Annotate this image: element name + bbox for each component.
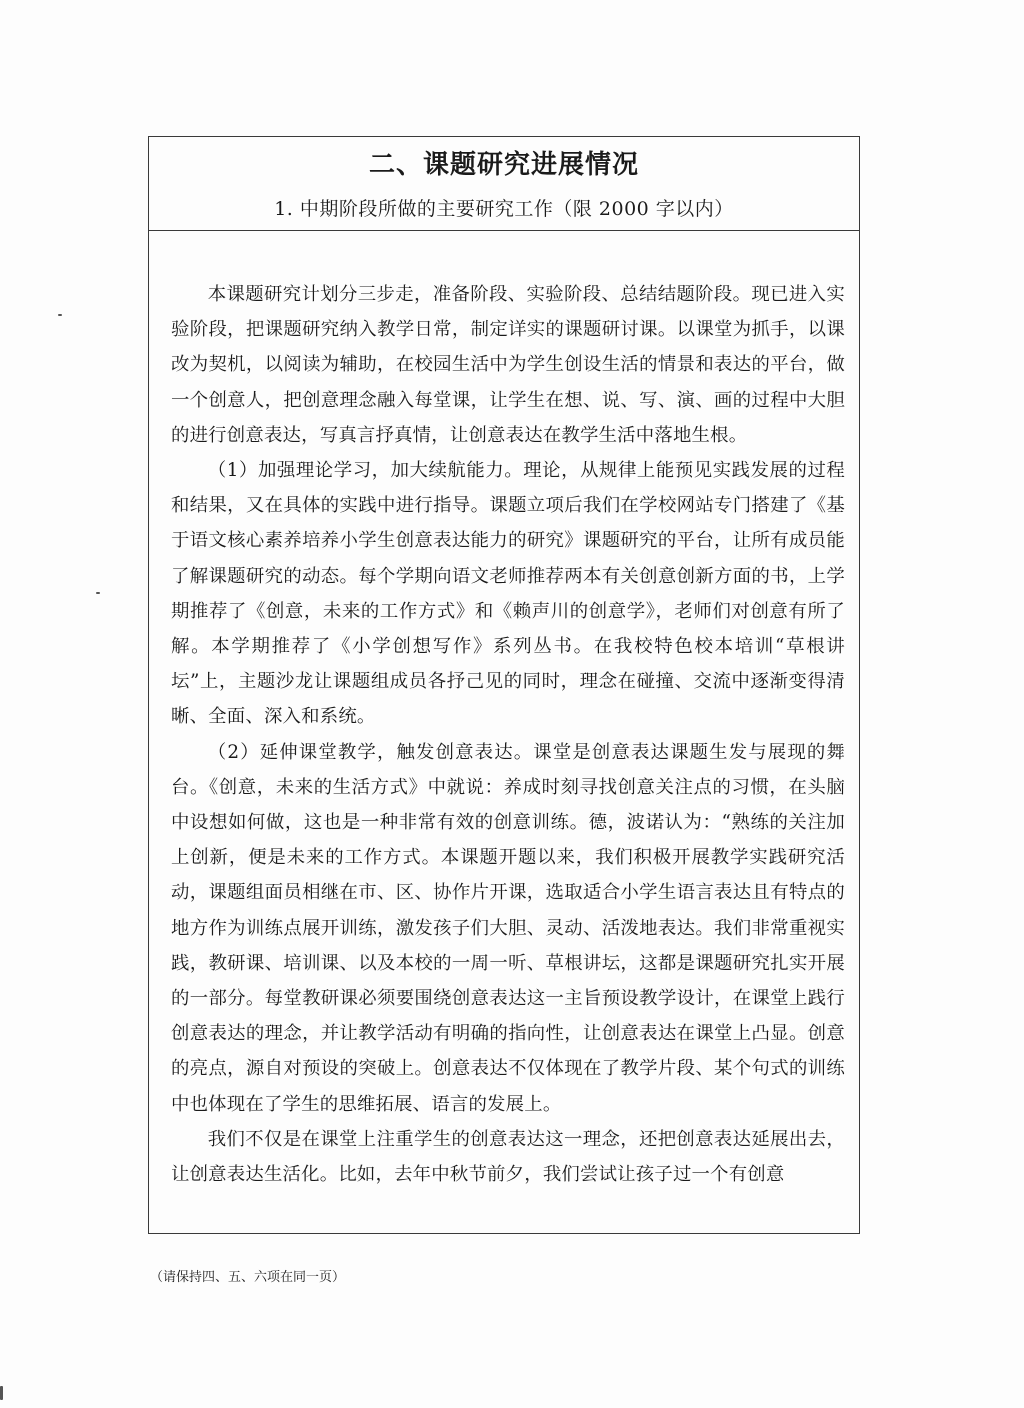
section-subtitle: 1. 中期阶段所做的主要研究工作（限 2000 字以内） [274,198,734,220]
scan-speck [96,592,100,594]
section-title: 二、课题研究进展情况 [368,150,639,180]
paragraph-classroom-teaching: （2）延伸课堂教学，触发创意表达。课堂是创意表达课题生发与展现的舞台。《创意，未来的生活方式》中就说：养成时刻寻找创意关注点的习惯，在头脑中设想如何做，这也是一种非常有效的创意训练。德，波诺认为：“熟练的关注加上创新，便是未来的工作方式。本课题开题以来，我们积极开展教学实践研究活动，课题组面员相继在市、区、协作片开课，选取适合小学生语言表达且有特点的地方作为训练点展开训练，激发孩子们大胆、灵动、活泼地表达。我们非常重视实践，教研课、培训课、以及本校的一周一听、草根讲坛，这都是课题研究扎实开展的一部分。每堂教研课必须要围绕创意表达这一主旨预设教学设计，在课堂上践行创意表达的理念，并让教学活动有明确的指向性，让创意表达在课堂上凸显。创意的亮点，源自对预设的突破上。创意表达不仅体现在了教学片段、某个句式的训练中也体现在了学生的思维拓展、语言的发展上。 [171,741,845,1115]
scan-speck [58,314,62,316]
report-body [171,277,845,1192]
scan-speck [0,1386,3,1400]
paragraph-life-extension: 我们不仅是在课堂上注重学生的创意表达这一理念，还把创意表达延展出去，让创意表达生活化。比如，去年中秋节前夕，我们尝试让孩子过一个有创意 [171,1128,845,1186]
paragraph-theory-study: （1）加强理论学习，加大续航能力。理论，从规律上能预见实践发展的过程和结果，又在具体的实践中进行指导。课题立项后我们在学校网站专门搭建了《基于语文核心素养培养小学生创意表达能力的研究》课题研究的平台，让所有成员能了解课题研究的动态。每个学期向语文老师推荐两本有关创意创新方面的书，上学期推荐了《创意，未来的工作方式》和《赖声川的创意学》，老师们对创意有所了解。本学期推荐了《小学创想写作》系列丛书。在我校特色校本培训“草根讲坛”上，主题沙龙让课题组成员各抒己见的同时，理念在碰撞、交流中逐渐变得清晰、全面、深入和系统。 [171,460,845,728]
footnote: （请保持四、五、六项在同一页） [150,1270,346,1285]
section-header-cell [149,137,859,231]
paragraph-intro: 本课题研究计划分三步走，准备阶段、实验阶段、总结结题阶段。现已进入实验阶段，把课题研究纳入教学日常，制定详实的课题研讨课。以课堂为抓手，以课改为契机，以阅读为辅助，在校园生活中为学生创设生活的情景和表达的平台，做一个创意人，把创意理念融入每堂课，让学生在想、说、写、演、画的过程中大胆的进行创意表达，写真言抒真情，让创意表达在教学生活中落地生根。 [171,284,845,446]
form-table [148,136,860,1234]
